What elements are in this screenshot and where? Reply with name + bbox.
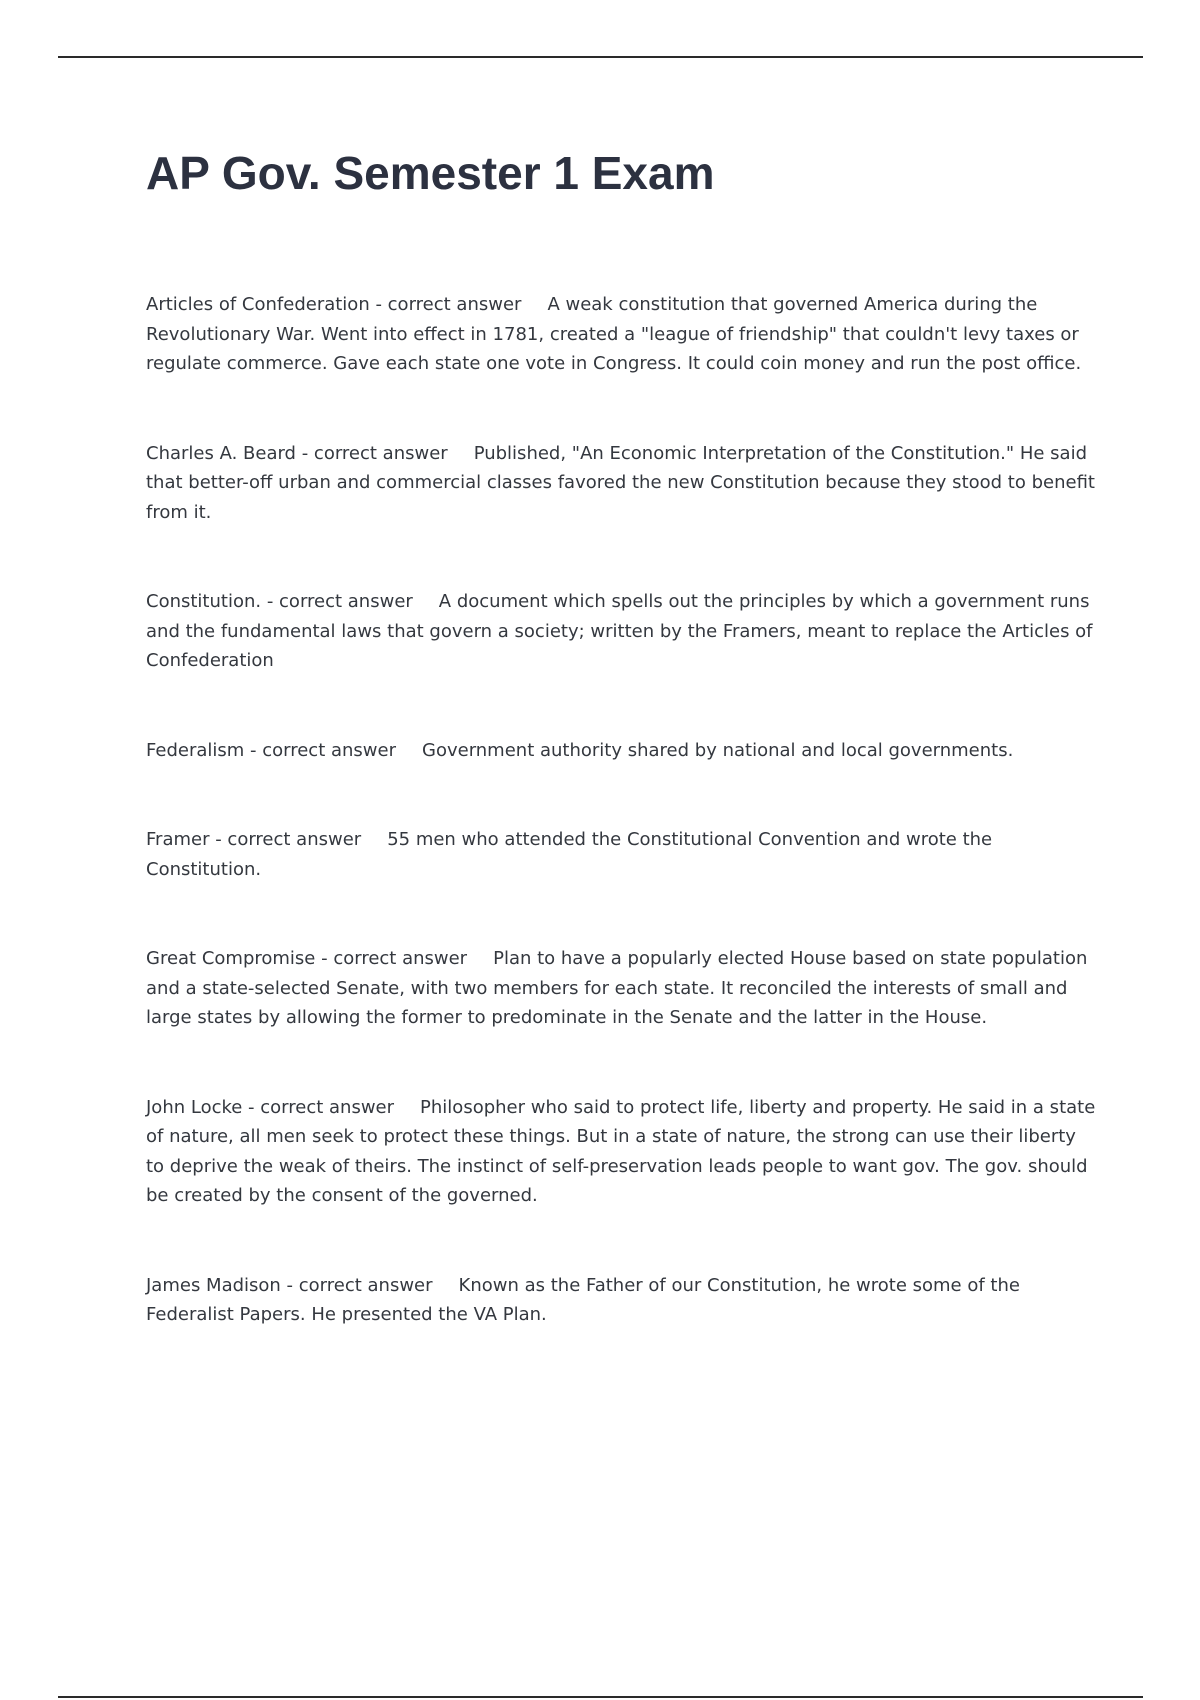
entry-definition: Published, "An Economic Interpretation of the Constitution." He said that better-off urban and commercial classes favored the new Constitution because they stood to benefit from it. [146,442,1095,523]
bottom-divider [58,1696,1143,1698]
flashcard-entry [146,1093,1096,1211]
top-divider [58,56,1143,58]
entry-term: Charles A. Beard - correct answer [146,442,448,464]
entry-term: Framer - correct answer [146,829,362,850]
entry-definition: Philosopher who said to protect life, liberty and property. He said in a state of nature, all men seek to protect these things. But in a state of nature, the strong can use their liberty to deprive the weak of theirs. The instinct of self-preservation leads people to want gov. The gov. should be created by the consent of the governed. [146,1096,1096,1206]
entry-definition: A weak constitution that governed America during the Revolutionary War. Went into effect in 1781, created a "league of friendship" that couldn't levy taxes or regulate commerce. Gave each state one vote in Congress. It could coin money and run the post office. [146,294,1082,374]
entry-term: James Madison - correct answer [146,1274,433,1296]
flashcard-entry [146,587,1096,676]
flashcard-list [146,290,1096,1390]
entry-term: Federalism - correct answer [146,739,396,761]
flashcard-entry [146,736,1096,766]
entry-definition: A document which spells out the principles by which a government runs and the fundamental laws that govern a society; written by the Framers, meant to replace the Articles of Confederation [146,591,1093,671]
entry-term: John Locke - correct answer [146,1096,395,1118]
page-title: AP Gov. Semester 1 Exam [146,147,715,199]
flashcard-entry [146,825,1096,884]
flashcard-entry [146,439,1096,528]
flashcard-entry [146,1271,1096,1330]
entry-definition: 55 men who attended the Constitutional Convention and wrote the Constitution. [146,829,993,880]
entry-term: Articles of Confederation - correct answer [146,294,522,315]
entry-definition: Plan to have a popularly elected House based on state population and a state-selected Senate, with two members for each state. It reconciled the interests of small and large states by allowing the former to predominate in the Senate and the latter in the House. [146,948,1088,1028]
flashcard-entry [146,944,1096,1033]
entry-term: Great Compromise - correct answer [146,948,468,969]
flashcard-entry [146,290,1096,379]
entry-term: Constitution. - correct answer [146,591,413,612]
entry-definition: Government authority shared by national and local governments. [422,739,1014,761]
entry-definition: Known as the Father of our Constitution, he wrote some of the Federalist Papers. He presented the VA Plan. [146,1274,1020,1325]
